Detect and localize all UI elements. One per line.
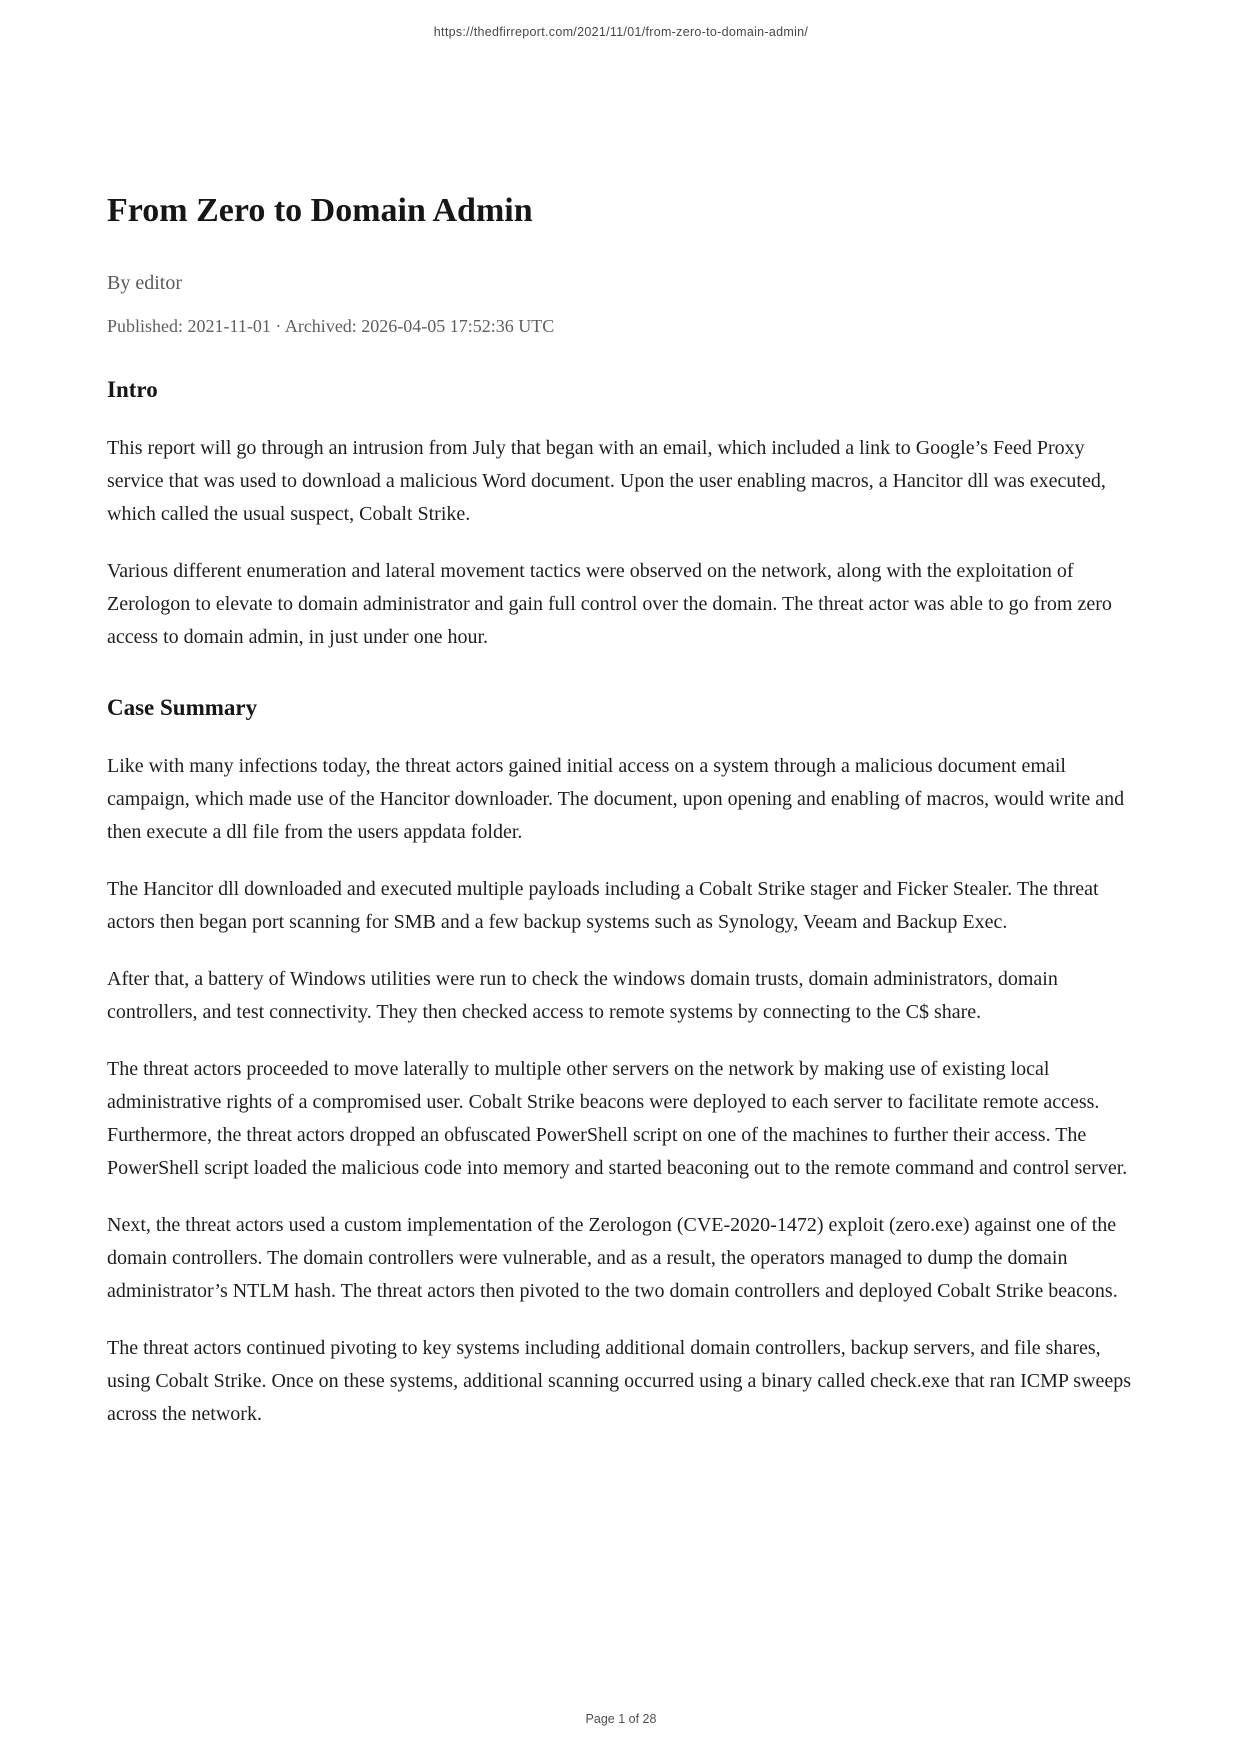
intro-paragraph-1: This report will go through an intrusion from July that began with an email, which included a link to Google’s Feed Proxy service that was used to download a malicious Word document. Upon the user enabling macros, a Hancitor dll was executed, which called the usual suspect, Cobalt Strike. — [107, 437, 1106, 526]
intro-paragraph-2: Various different enumeration and lateral movement tactics were observed on the network, along with the exploitation of Zerologon to elevate to domain administrator and gain full control over the domain. The threat actor was able to go from zero access to domain admin, in just under one hour. — [107, 560, 1112, 649]
case-summary-paragraph-2: The Hancitor dll downloaded and executed multiple payloads including a Cobalt Strike stager and Ficker Stealer. The threat actors then began port scanning for SMB and a few backup systems such as Synology, Veeam and Backup Exec. — [107, 878, 1099, 934]
page-title: From Zero to Domain Admin — [107, 192, 533, 229]
published-archived-meta: Published: 2021-11-01 · Archived: 2026-04-05 17:52:36 UTC — [107, 316, 555, 337]
case-summary-paragraph-6: The threat actors continued pivoting to key systems including additional domain controllers, backup servers, and file shares, using Cobalt Strike. Once on these systems, additional scanning occurred using a binary called check.exe that ran ICMP sweeps across the network. — [107, 1337, 1131, 1426]
article-content — [107, 191, 1135, 1431]
page-number-footer: Page 1 of 28 — [585, 1712, 657, 1726]
case-summary-paragraph-5: Next, the threat actors used a custom implementation of the Zerologon (CVE-2020-1472) exploit (zero.exe) against one of the domain controllers. The domain controllers were vulnerable, and as a result, the operators managed to dump the domain administrator’s NTLM hash. The threat actors then pivoted to the two domain controllers and deployed Cobalt Strike beacons. — [107, 1214, 1118, 1303]
case-summary-paragraph-3: After that, a battery of Windows utilities were run to check the windows domain trusts, domain administrators, domain controllers, and test connectivity. They then checked access to remote systems by connecting to the C$ share. — [107, 968, 1058, 1024]
byline: By editor — [107, 272, 182, 295]
case-summary-paragraph-1: Like with many infections today, the threat actors gained initial access on a system through a malicious document email campaign, which made use of the Hancitor downloader. The document, upon opening and enabling of macros, would write and then execute a dll file from the users appdata folder. — [107, 755, 1125, 844]
section-heading-intro: Intro — [107, 377, 158, 403]
section-heading-case-summary: Case Summary — [107, 695, 258, 721]
print-url-header: https://thedfirreport.com/2021/11/01/from-zero-to-domain-admin/ — [433, 25, 809, 39]
case-summary-paragraph-4: The threat actors proceeded to move laterally to multiple other servers on the network by making use of existing local administrative rights of a compromised user. Cobalt Strike beacons were deployed to each server to facilitate remote access. Furthermore, the threat actors dropped an obfuscated PowerShell script on one of the machines to further their access. The PowerShell script loaded the malicious code into memory and started beaconing out to the remote command and control server. — [107, 1058, 1128, 1180]
